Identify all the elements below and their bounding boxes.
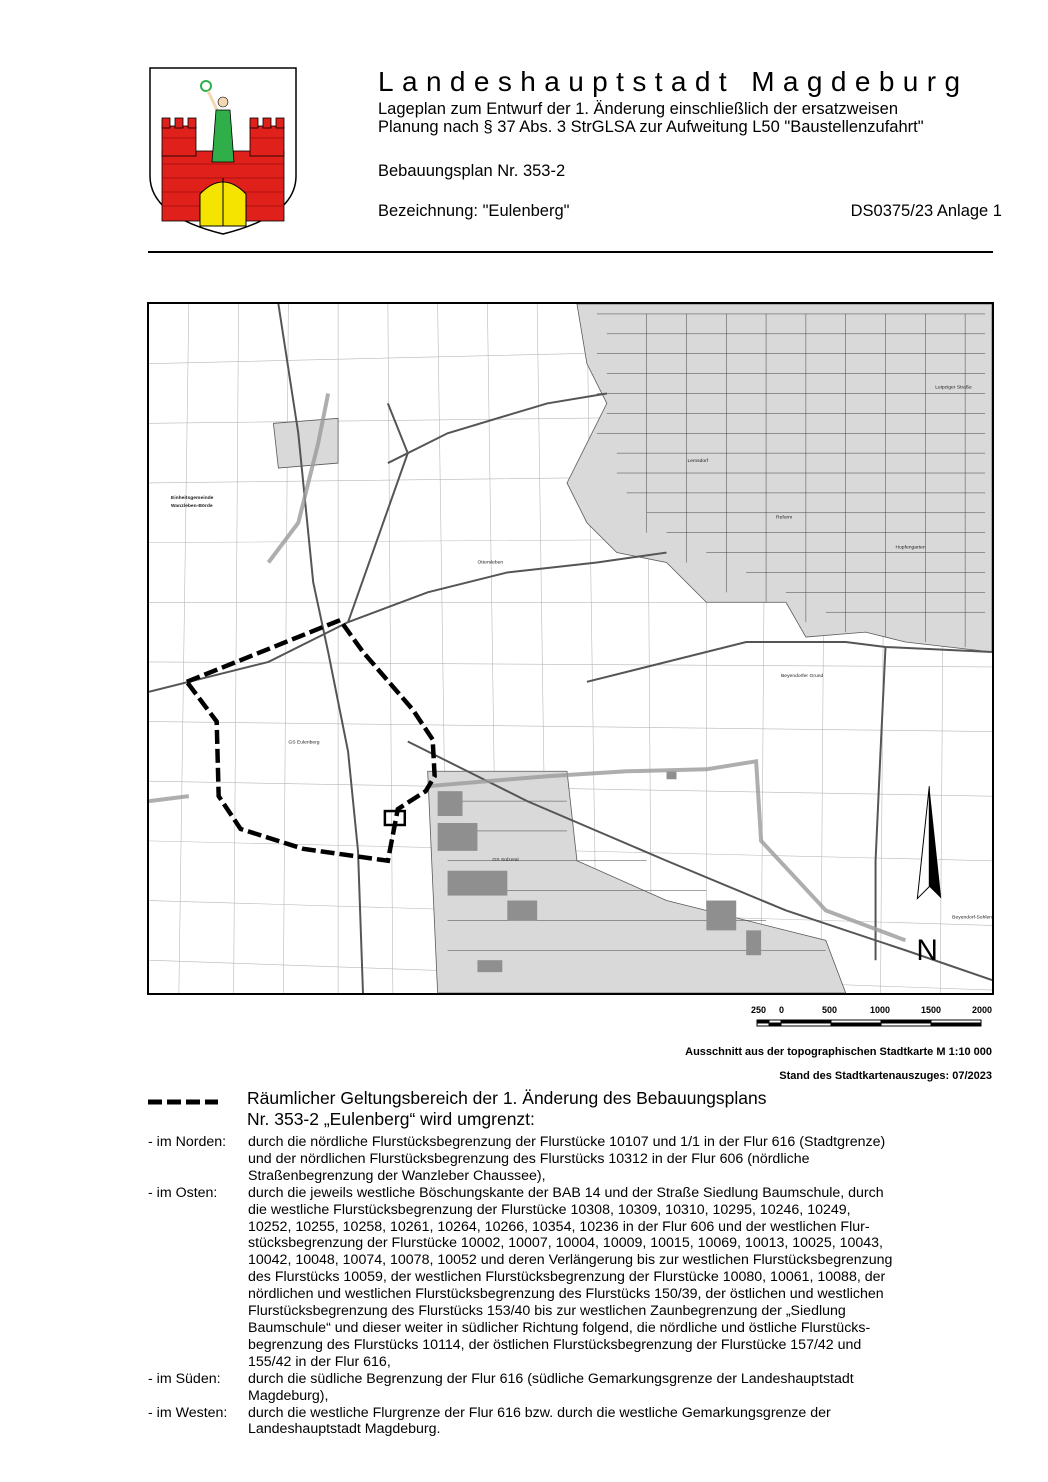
scale-tick-label: 1000 <box>870 1005 891 1015</box>
direction-text: durch die westliche Flurgrenze der Flur 616 bzw. durch die westliche Gemarkungsgrenze der Landeshauptstadt Magdeburg. <box>248 1404 831 1438</box>
map-label-reform: Reform <box>776 515 793 521</box>
scale-tick-label: 0 <box>779 1005 785 1015</box>
map-label-beyendorf-sohlen: Beyendorf-Sohlen <box>952 915 992 921</box>
plan-subtitle-line-2: Planung nach § 37 Abs. 3 StrGLSA zur Aufweitung L50 "Baustellenzufahrt" <box>378 118 924 136</box>
legend-title-line-2: Nr. 353-2 „Eulenberg“ wird umgrenzt: <box>247 1109 535 1129</box>
topographic-map <box>147 302 994 995</box>
north-label: N <box>916 934 938 968</box>
boundary-north-row <box>148 1134 1028 1185</box>
map-label-leipziger: Leipziger Straße <box>935 385 972 391</box>
map-label-hopfengarten: Hopfengarten <box>895 545 926 551</box>
header-divider <box>148 251 993 253</box>
direction-label: - im Osten: <box>148 1184 218 1201</box>
map-source-note: Ausschnitt aus der topographischen Stadtkarte M 1:10 000 <box>685 1046 992 1058</box>
map-label-beyendorfer-grund: Beyendorfer Grund <box>781 673 824 679</box>
plan-subtitle-line-1: Lageplan zum Entwurf der 1. Änderung einschließlich der ersatzweisen <box>378 100 899 118</box>
plan-designation: Bezeichnung: "Eulenberg" <box>378 202 570 220</box>
map-date-note: Stand des Stadtkartenauszuges: 07/2023 <box>779 1070 992 1082</box>
direction-label: - im Westen: <box>148 1404 228 1421</box>
direction-text: durch die nördliche Flurstücksbegrenzung der Flurstücke 10107 und 1/1 in der Flur 616 (Stadtgrenze) und der nördlichen Flurstücksbegrenzung des Flurstücks 10312 in der Flur 606 (nördliche Straßenbegrenzung der Wanzleber Chaussee), <box>248 1134 886 1184</box>
legend-title <box>247 1088 927 1130</box>
scale-bar <box>748 1000 998 1034</box>
direction-text: durch die südliche Begrenzung der Flur 616 (südliche Gemarkungsgrenze der Landeshauptstadt Magdeburg), <box>248 1370 854 1404</box>
boundary-description <box>148 1134 1028 1438</box>
map-label-einheitsgemeinde: Einheitsgemeinde <box>170 495 214 501</box>
map-label-wanzleben: Wanzleben-Börde <box>170 503 213 509</box>
map-label-ottersleben: Ottersleben <box>477 560 504 566</box>
bebauungsplan-number: Bebauungsplan Nr. 353-2 <box>378 162 566 180</box>
map-label-gs-suelzetal: GS Sülzetal <box>492 857 519 863</box>
direction-label: - im Süden: <box>148 1370 221 1387</box>
map-label-lemsdorf: Lemsdorf <box>687 459 709 465</box>
scale-tick-label: 1500 <box>921 1005 942 1015</box>
drucksache-reference: DS0375/23 Anlage 1 <box>850 202 1002 220</box>
scale-tick-label: 500 <box>822 1005 838 1015</box>
map-label-gs-eulenberg: GS Eulenberg <box>288 740 320 746</box>
boundary-south-row <box>148 1371 1028 1405</box>
legend-title-line-1: Räumlicher Geltungsbereich der 1. Änderung des Bebauungsplans <box>247 1088 767 1108</box>
scale-tick-label: 250 <box>751 1005 767 1015</box>
direction-label: - im Norden: <box>148 1134 227 1150</box>
scale-tick-label: 2000 <box>972 1005 993 1015</box>
direction-text: durch die jeweils westliche Böschungskante der BAB 14 und der Straße Siedlung Baumschule, durch die westliche Flurstücksbegrenzung der Flurstücke 10308, 10309, 10310, 10295, 10246, 10249, 10252, 10255, 10258, 10261, 10264, 10266, 10354, 10236 in der Flur 606 und der westlichen Flur- stücksbegrenzung der Flurstücke 10002, 10007, 10004, 10009, 10015, 10069, 10013, 10025, 10043, 10042, 10048, 10074, 10078, 10052 und deren Verlängerung bis zur westlichen Flurstücksbegrenzung des Flurstücks 10059, der westlichen Flurstücksbegrenzung der Flurstücke 10080, 10061, 10088, der nördlichen und westlichen Flurstücksbegrenzung des Flurstücks 150/39, der östlichen und westlichen Flurstücksbegrenzung des Flurstücks 153/40 bis zur westlichen Zaunbegrenzung der „Siedlung Baumschule“ und dieser weiter in südlicher Richtung folgend, die nördliche und östliche Flurstücks- begrenzung des Flurstücks 10114, der östlichen Flurstücksbegrenzung der Flurstücke 157/42 und 155/42 in der Flur 616, <box>248 1184 893 1370</box>
magdeburg-coat-of-arms-icon <box>148 66 298 236</box>
boundary-legend-symbol <box>148 1096 218 1108</box>
boundary-west-row <box>148 1405 1028 1439</box>
boundary-east-row <box>148 1185 1028 1371</box>
page-title: Landeshauptstadt Magdeburg <box>378 66 969 97</box>
